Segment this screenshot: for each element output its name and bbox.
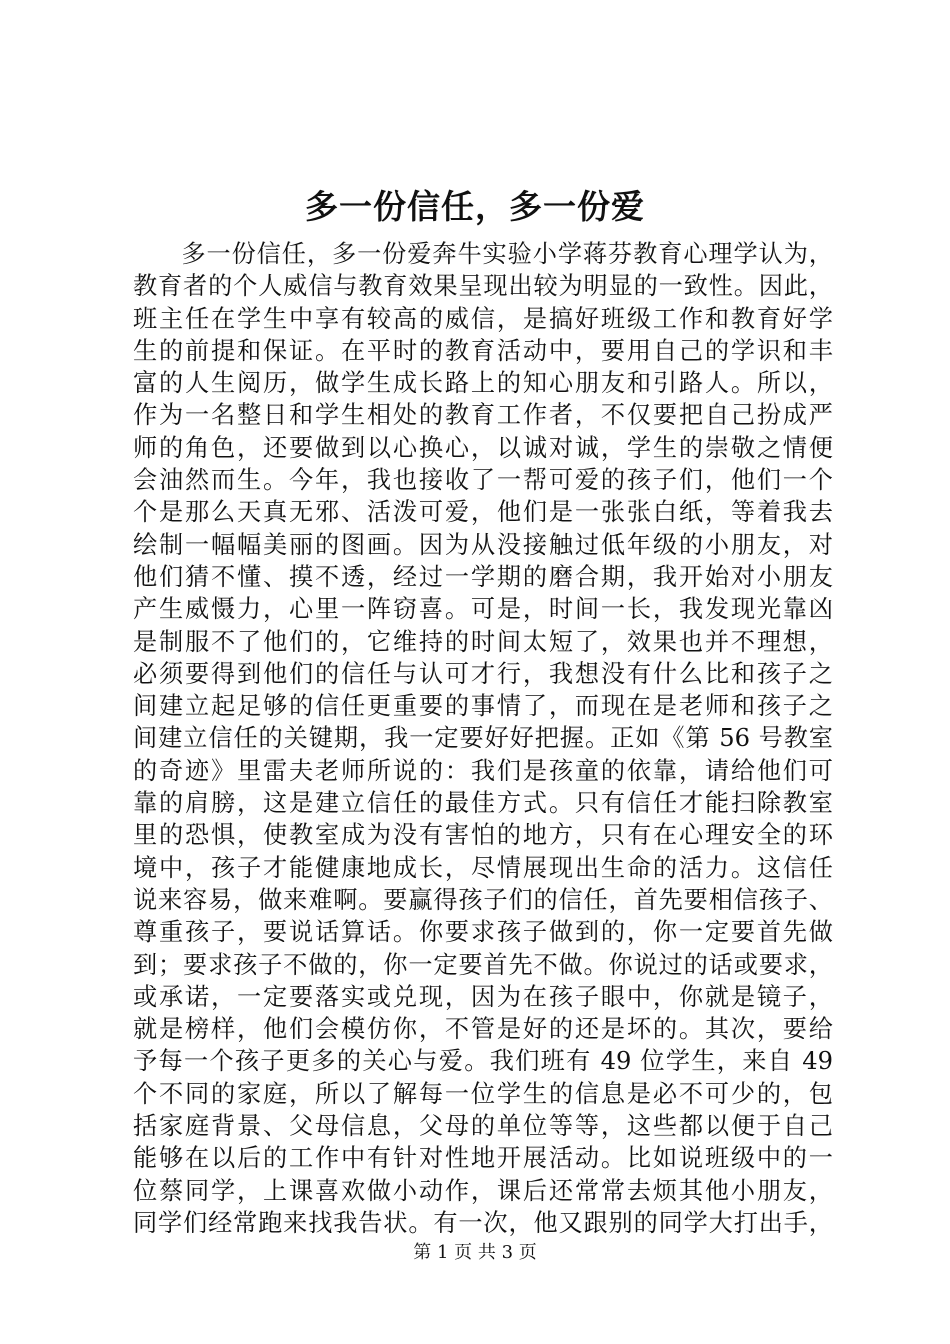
body-line: 他们猜不懂、摸不透，经过一学期的磨合期，我开始对小朋友 [133,562,833,591]
body-line: 作为一名整日和学生相处的教育工作者，不仅要把自己扮成严 [133,401,833,430]
body-line: 同学们经常跑来找我告状。有一次，他又跟别的同学大打出手， [133,1208,833,1237]
body-line: 说来容易，做来难啊。要赢得孩子们的信任，首先要相信孩子、 [133,885,833,914]
body-line: 师的角色，还要做到以心换心，以诚对诚，学生的崇敬之情便 [133,433,833,462]
body-line: 必须要得到他们的信任与认可才行，我想没有什么比和孩子之 [133,659,833,688]
body-line: 间建立信任的关键期，我一定要好好把握。正如《第 56 号教室 [133,724,833,753]
body-line: 绘制一幅幅美丽的图画。因为从没接触过低年级的小朋友，对 [133,530,833,559]
body-line: 尊重孩子，要说话算话。你要求孩子做到的，你一定要首先做 [133,918,833,947]
body-line: 就是榜样，他们会模仿你，不管是好的还是坏的。其次，要给 [133,1015,833,1044]
body-line: 的奇迹》里雷夫老师所说的：我们是孩童的依靠，请给他们可 [133,756,833,785]
body-line: 会油然而生。今年，我也接收了一帮可爱的孩子们，他们一个 [133,466,833,495]
body-line: 教育者的个人威信与教育效果呈现出较为明显的一致性。因此， [133,272,833,301]
body-line: 里的恐惧，使教室成为没有害怕的地方，只有在心理安全的环 [133,821,833,850]
body-line: 产生威慑力，心里一阵窃喜。可是，时间一长，我发现光靠凶 [133,595,833,624]
body-line: 位蔡同学，上课喜欢做小动作，课后还常常去烦其他小朋友， [133,1176,833,1205]
document-title: 多一份信任，多一份爱 [305,187,645,226]
body-line: 括家庭背景、父母信息，父母的单位等等，这些都以便于自己 [133,1112,833,1141]
body-line: 多一份信任，多一份爱奔牛实验小学蒋芬教育心理学认为， [181,240,833,268]
body-paragraph [133,238,833,1239]
body-line: 或承诺，一定要落实或兑现，因为在孩子眼中，你就是镜子， [133,982,833,1011]
page-footer: 第 1 页 共 3 页 [413,1242,537,1263]
body-line: 是制服不了他们的，它维持的时间太短了，效果也并不理想， [133,627,833,656]
body-line: 境中，孩子才能健康地成长，尽情展现出生命的活力。这信任 [133,853,833,882]
body-line: 间建立起足够的信任更重要的事情了，而现在是老师和孩子之 [133,692,833,721]
body-line: 班主任在学生中享有较高的威信，是搞好班级工作和教育好学 [133,304,833,333]
body-line: 予每一个孩子更多的关心与爱。我们班有 49 位学生，来自 49 [133,1047,833,1076]
body-line: 个不同的家庭，所以了解每一位学生的信息是必不可少的，包 [133,1079,833,1108]
body-line: 富的人生阅历，做学生成长路上的知心朋友和引路人。所以， [133,369,833,398]
body-line: 个是那么天真无邪、活泼可爱，他们是一张张白纸，等着我去 [133,498,833,527]
body-line: 生的前提和保证。在平时的教育活动中，要用自己的学识和丰 [133,336,833,365]
body-line: 靠的肩膀，这是建立信任的最佳方式。只有信任才能扫除教室 [133,789,833,818]
body-line: 到；要求孩子不做的，你一定要首先不做。你说过的话或要求， [133,950,833,979]
body-line: 能够在以后的工作中有针对性地开展活动。比如说班级中的一 [133,1144,833,1173]
